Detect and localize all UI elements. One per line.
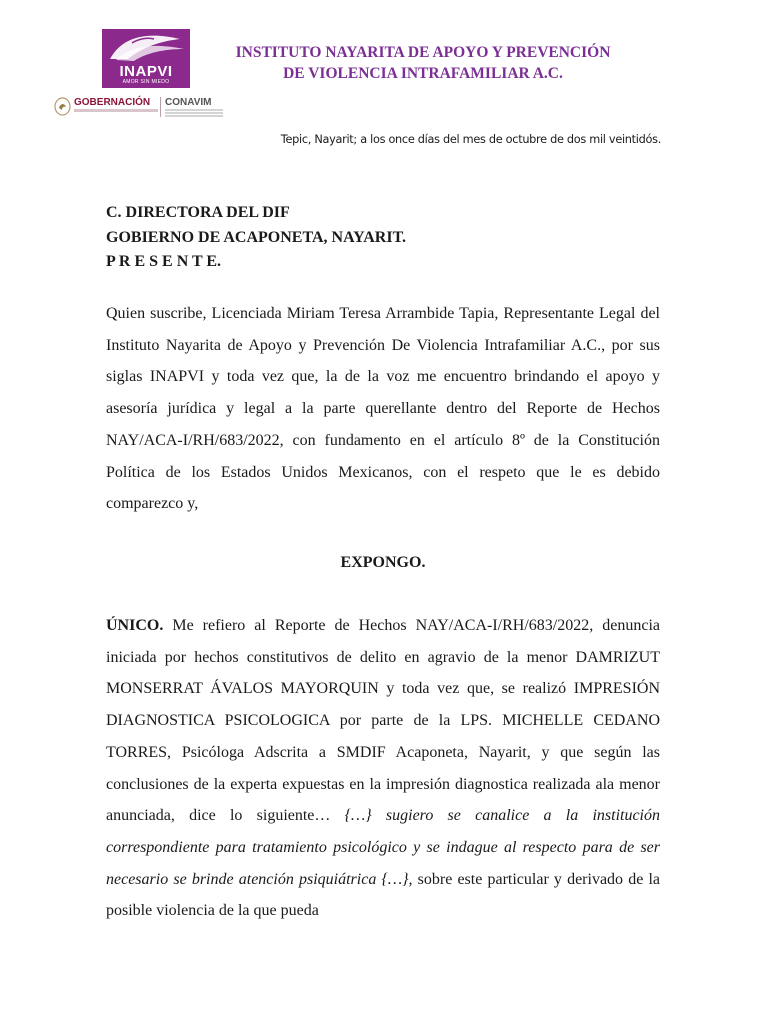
section-heading: EXPONGO. [340,554,426,571]
conavim-fine-print [165,112,223,114]
institution-title-line-2: DE VIOLENCIA INTRAFAMILIAR A.C. [283,65,563,82]
unico-text-continued: sobre este particular y derivado de la posible violencia de la que pueda [106,870,660,920]
institution-title-line-1: INSTITUTO NAYARITA DE APOYO Y PREVENCIÓN [235,44,611,61]
place-date: Tepic, Nayarit; a los once días del mes de octubre de dos mil veintidós. [280,133,661,146]
logo-name: INAPVI [119,63,173,80]
unico-label: ÚNICO. [106,617,164,634]
partner-logos [54,95,229,121]
psychologist-quote: {…} sugiero se canalice a la institución correspondiente para tratamiento psicológico y se indague al respecto para de ser necesario se brinde atención psiquiátrica {…}, [106,807,661,888]
institution-title [222,42,624,84]
unico-text: Me refiero al Reporte de Hechos NAY/ACA-I/RH/683/2022, denuncia iniciada por hechos constitutivos de delito en agravio de la menor DAMRIZUT MONSERRAT ÁVALOS MAYORQUIN y toda vez que, se realizó IMPRESIÓN DIAGNOSTICA PSICOLOGICA por parte de la LPS. MICHELLE CEDANO TORRES, Psicóloga Adscrita a SMDIF Acaponeta, Nayarit, y que según las conclusiones de la experta expuestas en la impresión diagnostica realizada ala menor anunciada, dice lo siguiente… [106,617,660,825]
conavim-fine-print [165,115,223,117]
addressee-line-3: P R E S E N T E. [106,253,222,270]
gobernacion-label: GOBERNACIÓN [74,97,151,108]
addressee-line-2: GOBIERNO DE ACAPONETA, NAYARIT. [106,228,407,246]
logo-tagline: AMOR SIN MIEDO [122,79,170,85]
conavim-label: CONAVIM [165,97,212,108]
logo-divider [160,97,161,117]
addressee-block [106,201,666,275]
addressee-line-1: C. DIRECTORA DEL DIF [106,204,290,221]
conavim-fine-print [165,109,223,111]
national-seal-icon [54,97,71,116]
unico-paragraph [106,610,660,927]
intro-paragraph: Quien suscribe, Licenciada Miriam Teresa Arrambide Tapia, Representante Legal del Instituto Nayarita de Apoyo y Prevención De Violencia Intrafamiliar A.C., por sus siglas INAPVI y toda vez que, la de la voz me encuentro brindando el apoyo y asesoría jurídica y legal a la parte querellante dentro del Reporte de Hechos NAY/ACA-I/RH/683/2022, con fundamento en el artículo 8º de la Constitución Política de los Estados Unidos Mexicanos, con el respeto que le es debido comparezco y, [106,305,660,513]
inapvi-logo [102,29,190,88]
gobernacion-fine-print [74,109,158,112]
